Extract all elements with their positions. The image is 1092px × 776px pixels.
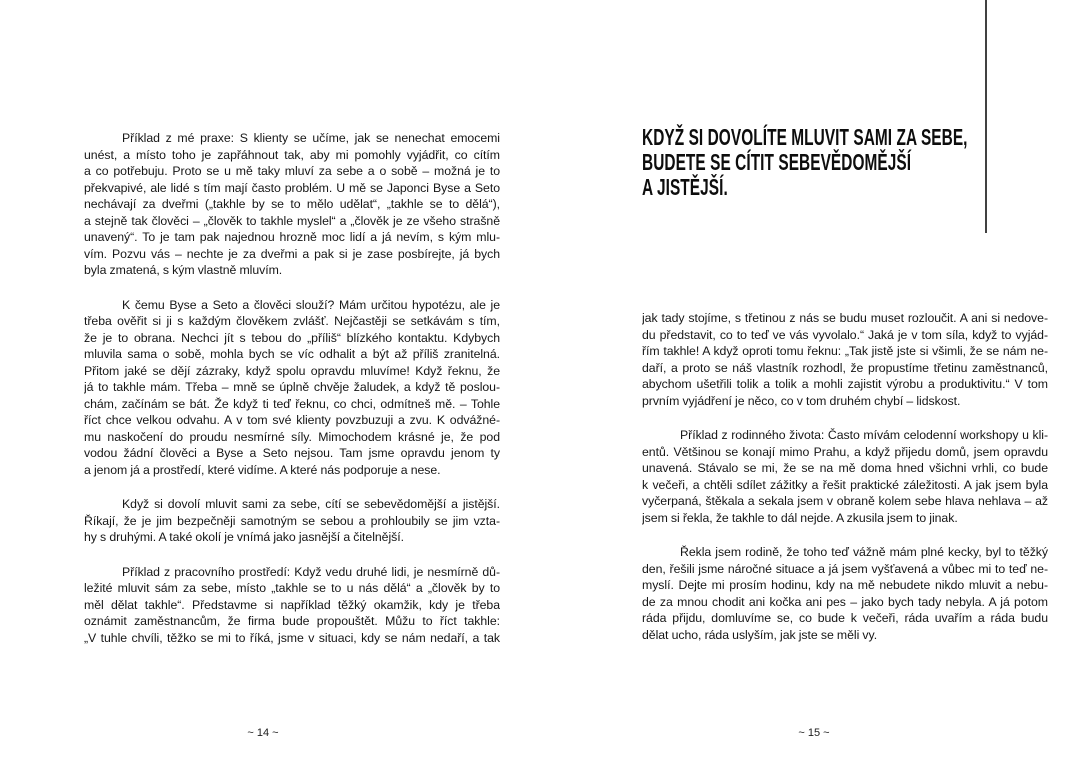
text-line: daří, a proto se náš vlastník rozhodl, že propustíme třetinu zaměstnanců, bbox=[642, 360, 1048, 375]
paragraph bbox=[84, 297, 500, 479]
chapter-heading bbox=[642, 125, 1092, 200]
text-line: unavený“. To je tam pak najednou hrozně moc lidí a já nevím, s kým mlu- bbox=[84, 230, 500, 244]
text-line: unést, a místo toho je zapřáhnout tak, aby mi pomohly vyjádřit, co cítím bbox=[84, 147, 500, 162]
text-line: ležité mluvit sám za sebe, místo „takhle se to u nás dělá“ a „člověk by to bbox=[84, 581, 500, 595]
text-line: vím. Pozvu vás – nechte je za dveřmi a pak si je zase posbírejte, já bych bbox=[84, 246, 500, 261]
text-line: jsem si řekla, že takhle to dál nejde. A zkusila jsem to jinak. bbox=[642, 510, 958, 525]
text-line: že je to obrana. Nechci jít s tebou do „příliš“ blízkého kontaktu. Kdybych bbox=[84, 330, 500, 345]
text-line: Příklad z rodinného života: Často mívám celodenní workshopy u kli- bbox=[680, 428, 1048, 442]
vertical-rule bbox=[985, 0, 987, 233]
text-line: „V tuhle chvíli, těžko se mi to říká, jsme v situaci, kdy se nám nedaří, a tak bbox=[84, 630, 500, 645]
text-line: Příklad z pracovního prostředí: Když vedu druhé lidi, je nesmírně dů- bbox=[122, 564, 500, 579]
text-line: chám, začínám se bát. Že když ti teď řeknu, co chci, odmítneš mě. – Tohle bbox=[84, 396, 500, 411]
text-line: oznámit zaměstnancům, že firma bude propouštět. Můžu to říct takhle: bbox=[84, 614, 500, 628]
text-line: Když si dovolí mluvit sami za sebe, cítí se sebevědomější a jistější. bbox=[122, 497, 500, 511]
paragraph bbox=[642, 427, 1048, 526]
right-page-text-column bbox=[642, 310, 1048, 643]
text-line: mluvila sama o sobě, mohla bych se víc odhalit a být až příliš zranitelná. bbox=[84, 347, 500, 361]
chapter-heading-line: A JISTĚJŠÍ. bbox=[642, 174, 728, 200]
text-line: K čemu Byse a Seto a člověci slouží? Mám určitou hypotézu, ale je bbox=[122, 297, 500, 312]
text-line: mu naskočení do proudu nesmírné síly. Mimochodem krásné je, že pod bbox=[84, 429, 500, 444]
text-line: řím takhle! A když oproti tomu řeknu: „Tak jistě jste si všimli, že se nám ne- bbox=[642, 344, 1048, 358]
text-line: měl dělat takhle“. Představme si například těžký okamžik, kdy je třeba bbox=[84, 597, 500, 612]
text-line: de za mnou chodit ani kočka ani pes – jako bych tady nebyla. A já potom bbox=[642, 594, 1048, 609]
paragraph bbox=[84, 496, 500, 546]
text-line: abychom ušetřili tolik a tolik a mohli zajistit výrobu a produktivitu.“ V tom bbox=[642, 377, 1048, 391]
text-line: unavená. Stávalo se mi, že se na mě doma hned všichni vrhli, co bude bbox=[642, 461, 1048, 475]
text-line: a co potřebuju. Proto se u mě taky mluví za sebe a o sobě – možná je to bbox=[84, 164, 500, 178]
left-page-text-column bbox=[84, 130, 500, 646]
text-line: jak tady stojíme, s třetinou z nás se budu muset rozloučit. A ani si nedove- bbox=[642, 311, 1048, 325]
chapter-heading-line: BUDETE SE CÍTIT SEBEVĚDOMĚJŠÍ bbox=[642, 149, 912, 175]
paragraph bbox=[84, 564, 500, 647]
paragraph bbox=[642, 310, 1048, 409]
text-line: byla zmatená, s kým vlastně mluvím. bbox=[84, 263, 283, 277]
text-line: Řekla jsem rodině, že toho teď vážně mám plné kecky, byl to těžký bbox=[680, 545, 1048, 559]
text-line: prvním vyjádření je něco, co v tom druhém chybí – lidskost. bbox=[642, 393, 961, 408]
paragraph bbox=[642, 544, 1048, 643]
text-line: překvapivé, ale lidé s tím mají často problém. U mě se Japonci Byse a Seto bbox=[84, 180, 500, 195]
text-line: vodou žádní člověci a Byse a Seto nejsou. Tam jsme opravdu jenom ty bbox=[84, 446, 500, 460]
text-line: hy s druhými. A také okolí je vnímá jako jasnější a čitelnější. bbox=[84, 530, 404, 544]
text-line: dělat ucho, ráda uslyším, jak jste se měli vy. bbox=[642, 627, 878, 642]
text-line: nechávají za dveřmi („takhle by se to mělo udělat“, „takhle se to dělá“), bbox=[84, 197, 500, 211]
page-number-right: ~ 15 ~ bbox=[798, 727, 830, 739]
text-line: myslí. Dejte mi prosím hodinu, kdy na mě nebudete nikdo mluvit a nebu- bbox=[642, 578, 1048, 592]
text-line: říct chce velkou odvahu. A v tom své klienty povzbuzuji a zvu. K odvážné- bbox=[84, 413, 500, 427]
text-line: a jenom já a prostředí, které vidíme. A které nás podporuje a nese. bbox=[84, 462, 441, 477]
text-line: třeba ověřit si ji s každým člověkem zvlášť. Nejčastěji se setkávám s tím, bbox=[84, 314, 500, 328]
text-line: entů. Většinou se konají mimo Prahu, a když přijedu domů, jsem opravdu bbox=[642, 444, 1048, 459]
text-line: Příklad z mé praxe: S klienty se učíme, jak se nenechat emocemi bbox=[122, 131, 500, 145]
paragraph bbox=[84, 130, 500, 279]
page-number-left: ~ 14 ~ bbox=[247, 727, 279, 739]
text-line: vyčerpaná, štěkala a sekala jsem v obraně kolem sebe hlava nehlava – až bbox=[642, 494, 1048, 508]
chapter-heading-line: KDYŽ SI DOVOLÍTE MLUVIT SAMI ZA SEBE, bbox=[642, 124, 968, 150]
text-line: den, řešili jsme náročné situace a já jsem vyšťavená a vůbec mi to teď ne- bbox=[642, 561, 1048, 576]
text-line: Říkají, že je jim bezpečněji samotným se sebou a prohloubily se jim vzta- bbox=[84, 513, 500, 528]
text-line: já to takhle mám. Třeba – mně se úplně chvěje žaludek, a když tě poslou- bbox=[84, 380, 500, 394]
text-line: a stejně tak člověci – „člověk to takhle myslel“ a „člověk je ze všeho strašně bbox=[84, 213, 500, 228]
text-line: du představit, co to teď ve vás vyvolalo.“ Jaká je v tom síla, když to vyjád- bbox=[642, 327, 1048, 342]
text-line: ráda přijdu, domluvíme se, co bude k večeři, ráda uvařím a ráda budu bbox=[642, 611, 1048, 625]
text-line: k večeři, a chtěli sdílet zážitky a řešit praktické záležitosti. A jak jsem byla bbox=[642, 477, 1048, 492]
text-line: Přitom jaké se dějí zázraky, když spolu opravdu mluvíme! Když řeknu, že bbox=[84, 363, 500, 378]
